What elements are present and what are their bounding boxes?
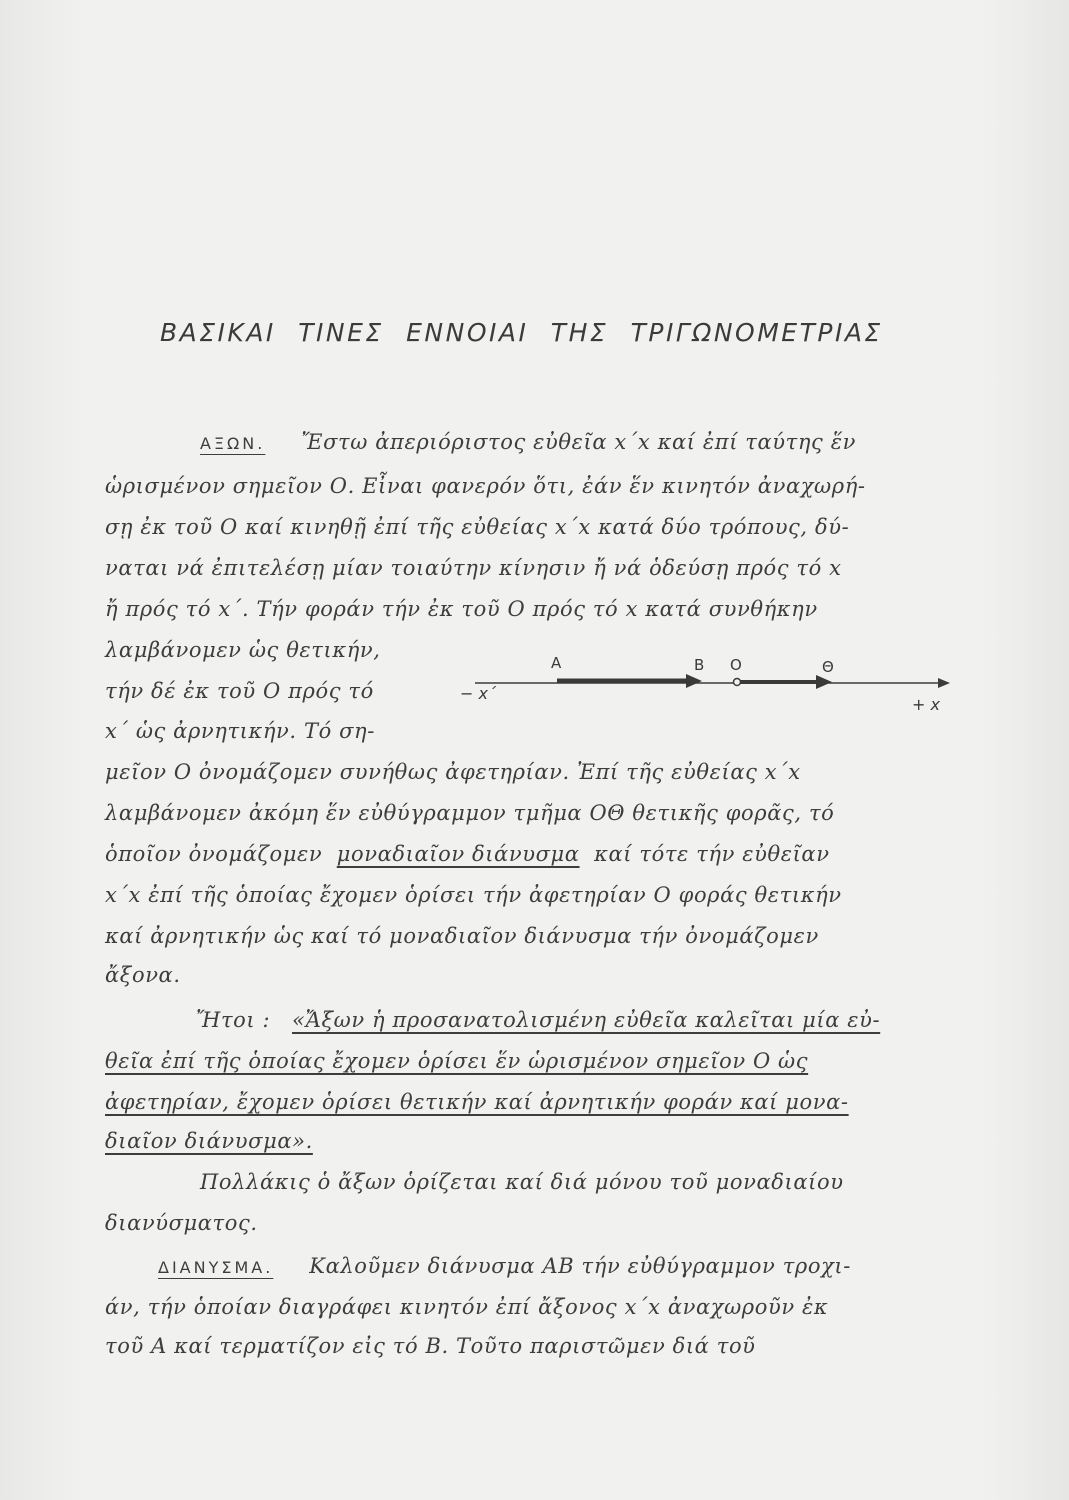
axon-line-13: x΄x ἐπί τῆς ὁποίας ἔχομεν ὁρίσει τήν ἀφετηρίαν Ο φοράς θετικήν: [105, 883, 842, 907]
definition-intro: Ἤτοι :: [196, 1008, 271, 1032]
axon-line-7: x΄ ὡς ἀρνητικήν. Τό ση-: [105, 719, 375, 743]
axon-line-4: ἤ πρός τό x΄. Τήν φοράν τήν ἐκ τοῦ Ο πρός τό x κατά συνθήκην: [105, 597, 818, 621]
axon-line-2: σῃ ἐκ τοῦ Ο καί κινηθῇ ἐπί τῆς εὐθείας x΄x κατά δύο τρόπους, δύ-: [105, 515, 850, 539]
axon-line-1: ὡρισμένον σημεῖον Ο. Εἶναι φανερόν ὅτι, ἐάν ἕν κινητόν ἀναχωρή-: [105, 474, 866, 498]
axon-line-0: ΑΞΩΝ. Ἔστω ἀπεριόριστος εὐθεῖα x΄x καί ἐπί ταύτης ἕν: [200, 430, 856, 454]
label-b: Β: [694, 656, 705, 674]
definition-line-2: ἀφετηρίαν, ἔχομεν ὁρίσει θετικήν καί ἀρνητικήν φοράν καί μονα-: [105, 1090, 849, 1114]
definition-line-3: διαῖον διάνυσμα».: [105, 1129, 313, 1153]
axon-line-9: λαμβάνομεν ἀκόμη ἕν εὐθύγραμμον τμῆμα ΟΘ θετικῆς φορᾶς, τό: [105, 801, 835, 825]
label-minus-x: − x΄: [460, 684, 496, 703]
note-line-1: διανύσματος.: [105, 1211, 258, 1235]
axon-line-15: ἄξονα.: [105, 963, 181, 987]
axon-heading: ΑΞΩΝ.: [200, 434, 266, 453]
unit-vector-term: μοναδιαῖον διάνυσμα: [336, 842, 580, 866]
label-plus-x: + x: [912, 695, 940, 714]
axon-line-10: ὁποῖον ὀνομάζομεν μοναδιαῖον διάνυσμα καί τότε τήν εὐθεῖαν: [105, 842, 830, 866]
axis-arrowhead: [938, 678, 950, 688]
unit-vector-arrowhead: [816, 675, 832, 689]
dianysma-line-1: άν, τήν ὁποίαν διαγράφει κινητόν ἐπί ἄξονος x΄x ἀναχωροῦν ἐκ: [105, 1295, 829, 1319]
definition-line-0: Ἤτοι : «Ἄξων ἡ προσανατολισμένη εὐθεῖα καλεῖται μία εὐ-: [196, 1008, 881, 1032]
label-theta: Θ: [822, 658, 834, 676]
definition-line-1: θεῖα ἐπί τῆς ὁποίας ἔχομεν ὁρίσει ἕν ὡρισμένον σημεῖον Ο ὡς: [105, 1049, 809, 1073]
dianysma-line-0: ΔΙΑΝΥΣΜΑ. Καλοῦμεν διάνυσμα ΑΒ τήν εὐθύγραμμον τροχι-: [158, 1254, 851, 1278]
axon-line-3: ναται νά ἐπιτελέσῃ μίαν τοιαύτην κίνησιν ἤ νά ὁδεύσῃ πρός τό x: [105, 556, 842, 580]
label-a: Α: [551, 654, 562, 672]
note-line-0: Πολλάκις ὁ ἄξων ὁρίζεται καί διά μόνου τοῦ μοναδιαίου: [200, 1170, 844, 1194]
label-o: Ο: [730, 656, 742, 674]
dianysma-heading: ΔΙΑΝΥΣΜΑ.: [158, 1258, 274, 1277]
axon-line-6: τήν δέ ἐκ τοῦ Ο πρός τό: [105, 679, 374, 703]
dianysma-line-2: τοῦ Α καί τερματίζον εἰς τό Β. Τοῦτο παριστῶμεν διά τοῦ: [105, 1334, 756, 1358]
vector-ab-arrowhead: [686, 674, 702, 688]
origin-point: [734, 679, 741, 686]
page-title: ΒΑΣΙΚΑΙ ΤΙΝΕΣ ΕΝΝΟΙΑΙ ΤΗΣ ΤΡΙΓΩΝΟΜΕΤΡΙΑΣ: [160, 318, 883, 347]
axon-line-8: μεῖον Ο ὀνομάζομεν συνήθως ἀφετηρίαν. Ἐπί τῆς εὐθείας x΄x: [105, 760, 801, 784]
axon-line-5: λαμβάνομεν ὡς θετικήν,: [105, 638, 381, 662]
axon-line-14: καί ἀρνητικήν ὡς καί τό μοναδιαῖον διάνυσμα τήν ὀνομάζομεν: [105, 924, 819, 948]
